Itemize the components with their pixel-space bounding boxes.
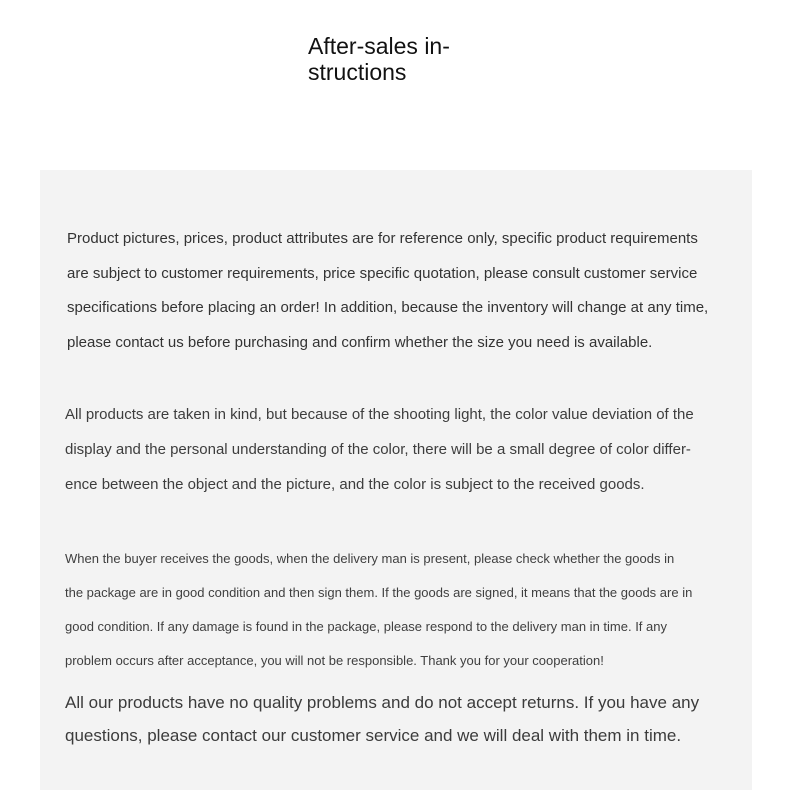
paragraph-line: are subject to customer requirements, price specific quotation, please consult customer service — [67, 264, 698, 282]
color-difference-paragraph — [65, 397, 694, 502]
paragraph-line: Product pictures, prices, product attributes are for reference only, specific product requirements — [67, 230, 698, 247]
paragraph-line: the package are in good condition and then sign them. If the goods are signed, it means that the goods are in — [65, 585, 693, 600]
returns-policy-paragraph — [65, 686, 699, 752]
paragraph-line: display and the personal understanding of the color, there will be a small degree of color differ- — [65, 441, 691, 458]
page-title — [308, 33, 478, 85]
paragraph-line: All products are taken in kind, but because of the shooting light, the color value deviation of the — [65, 406, 694, 423]
paragraph-line: All our products have no quality problems and do not accept returns. If you have any — [65, 693, 700, 712]
paragraph-line: When the buyer receives the goods, when the delivery man is present, please check whether the goods in — [65, 551, 675, 566]
paragraph-line: problem occurs after acceptance, you will not be responsible. Thank you for your cooperation! — [65, 653, 604, 668]
page-title-line-2: structions — [308, 59, 407, 85]
paragraph-line: good condition. If any damage is found in the package, please respond to the delivery man in time. If any — [65, 619, 667, 634]
paragraph-line: questions, please contact our customer service and we will deal with them in time. — [65, 726, 682, 745]
paragraph-line: please contact us before purchasing and confirm whether the size you need is available. — [67, 333, 653, 351]
reference-notice-paragraph — [67, 222, 708, 360]
page-title-line-1: After-sales in- — [308, 33, 450, 59]
instructions-panel — [40, 170, 752, 790]
paragraph-line: ence between the object and the picture, and the color is subject to the received goods. — [65, 476, 645, 493]
paragraph-line: specifications before placing an order! In addition, because the inventory will change at any time, — [67, 299, 709, 316]
delivery-check-paragraph — [65, 542, 692, 678]
